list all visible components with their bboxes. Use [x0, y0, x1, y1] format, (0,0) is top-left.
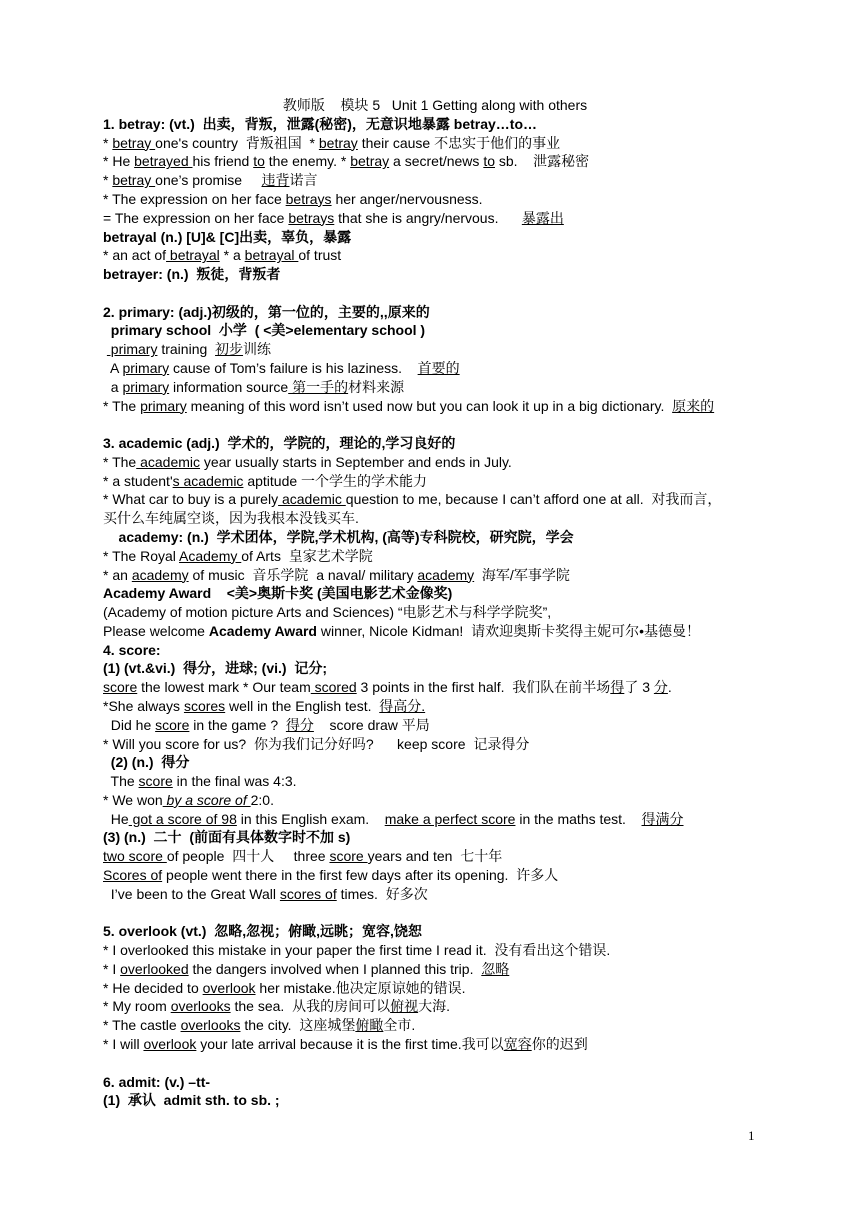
text-line [103, 528, 820, 546]
underlined-text: s academic [172, 472, 244, 489]
text-run: * I [103, 960, 121, 977]
text-run: = The expression on her face [103, 209, 289, 226]
underlined-text: 第一手的 [288, 378, 349, 395]
text-run: training [157, 341, 216, 358]
text-run: the city. 这座城堡 [240, 1017, 356, 1034]
bold-text: 1. betray: (vt.) 出卖，背叛，泄露(秘密)，无意识地暴露 betray…to… [103, 115, 538, 132]
text-run: her mistake.他决定原谅她的错误. [255, 979, 466, 996]
text-run: * Will you score for us? 你为我们记分好吗? keep score 记录得分 [103, 735, 530, 752]
text-run: 教师版 模块 5 Unit 1 Getting along with others [282, 97, 588, 113]
text-run: * The [103, 397, 141, 414]
text-run: people went there in the first few days after its opening. 许多人 [162, 867, 559, 883]
underlined-text: betray [112, 172, 156, 189]
text-run: * an act of [103, 247, 167, 264]
page-number: 1 [748, 1128, 755, 1143]
bold-text: 4. score: [103, 641, 161, 658]
underlined-text: score [138, 773, 173, 790]
text-run: that she is angry/nervous. [334, 209, 522, 226]
text-run: one's country 背叛祖国 * [155, 134, 319, 151]
underlined-text: betray [350, 153, 390, 170]
text-run: (Academy of motion picture Arts and Sciences) “电影艺术与科学学院奖”, [103, 604, 552, 621]
text-line [103, 716, 820, 734]
underlined-text: two score [103, 848, 167, 865]
text-run: 了 3 [624, 679, 654, 696]
underlined-text: overlook [143, 1036, 197, 1052]
underlined-text: 初步 [215, 341, 244, 358]
underlined-text: primary [122, 378, 170, 395]
text-run: 买什么车纯属空谈，因为我根本没钱买车. [103, 510, 359, 527]
text-run: * a [219, 247, 245, 264]
text-run: 3 points in the first half. 我们队在前半场 [356, 679, 611, 696]
text-run: winner, Nicole Kidman! 请欢迎奥斯卡奖得主妮可尔•基德曼！ [317, 622, 700, 639]
underlined-text: score [103, 679, 138, 696]
text-run: the dangers involved when I planned this trip. [188, 960, 482, 977]
underlined-text: Academy [179, 547, 242, 564]
underlined-text: academy [417, 566, 475, 583]
text-run: A [103, 359, 123, 376]
bold-text: Academy Award [208, 622, 317, 639]
underlined-text: primary [122, 359, 170, 376]
bold-text: 5. overlook (vt.) 忽略,忽视；俯瞰,远眺；宽容,饶恕 [103, 923, 422, 940]
text-line [103, 509, 820, 527]
underlined-text: overlooks [180, 1017, 241, 1034]
text-line [103, 603, 820, 621]
underlined-text: 分 [653, 679, 668, 696]
underlined-text: score [329, 848, 368, 865]
text-run: of music 音乐学院 a naval/ military [188, 566, 418, 583]
underlined-text: to [253, 153, 265, 170]
text-run: aptitude 一个学生的学术能力 [243, 472, 428, 489]
underlined-text: 得分 [285, 716, 314, 733]
text-line [103, 490, 820, 508]
text-line [103, 547, 820, 565]
underlined-text: betrays [288, 209, 335, 226]
text-line [103, 152, 820, 170]
bold-text: (3) (n.) 二十 (前面有具体数字时不加 s) [103, 829, 351, 846]
text-run: a secret/news [389, 153, 484, 170]
text-line [103, 397, 820, 415]
text-run: * He [103, 153, 135, 170]
text-run: in the game ? [189, 716, 286, 733]
text-run: 你的迟到 [531, 1036, 588, 1052]
text-line [103, 641, 820, 659]
text-run: in the maths test. [515, 810, 642, 827]
text-run: years and ten 七十年 [367, 848, 503, 865]
text-run: the lowest mark * Our team [137, 679, 311, 696]
text-line [103, 791, 820, 809]
underlined-text: got a score of 98 [128, 810, 237, 827]
text-run: Please welcome [103, 622, 209, 639]
text-run: *She always [103, 698, 184, 714]
text-line [103, 941, 820, 959]
text-line [103, 584, 820, 602]
text-line [103, 979, 820, 997]
bold-text: primary school 小学 ( <美>elementary school ) [103, 322, 426, 339]
text-run: his friend [192, 153, 254, 170]
text-run: I’ve been to the Great Wall [103, 885, 280, 902]
text-line [103, 246, 820, 264]
text-line [103, 885, 820, 903]
underlined-text: 得满分 [641, 810, 684, 827]
underlined-text: scores [183, 698, 226, 714]
text-run: score draw 平局 [313, 716, 430, 733]
bold-text: 3. academic (adj.) 学术的，学院的，理论的,学习良好的 [103, 435, 456, 451]
text-run: Did he [103, 716, 156, 733]
underlined-text: scored [310, 679, 357, 696]
bold-text: 6. admit: (v.) –tt- [103, 1073, 211, 1090]
underlined-text: make a perfect score [384, 810, 516, 827]
text-line [103, 303, 820, 321]
bold-text: academy: (n.) 学术团体，学院,学术机构, (高等)专科院校，研究院，学会 [103, 528, 574, 545]
text-run: a [103, 378, 123, 395]
underlined-text: overlooks [170, 998, 231, 1015]
text-run: meaning of this word isn’t used now but you can look it up in a big dictionary. [186, 397, 673, 414]
text-run: the sea. 从我的房间可以 [230, 998, 391, 1015]
underlined-text: 得高分. [379, 698, 426, 714]
underlined-text: Scores of [103, 867, 163, 883]
text-run: * The [103, 453, 137, 470]
text-run: in the final was 4:3. [172, 773, 297, 790]
text-line [103, 453, 820, 471]
text-run: one’s promise [155, 172, 262, 189]
text-run: 大海. [418, 998, 450, 1015]
text-run: He [103, 810, 129, 827]
underlined-text: scores of [279, 885, 337, 902]
text-line [103, 115, 820, 133]
underlined-text: 俯视 [390, 998, 419, 1015]
bold-text: (1) (vt.&vi.) 得分，进球; (vi.) 记分; [103, 660, 327, 677]
text-run: * My room [103, 998, 171, 1015]
underlined-text: score [155, 716, 190, 733]
text-line [103, 828, 820, 846]
bold-text: betrayer: (n.) 叛徒，背叛者 [103, 266, 281, 282]
bold-text: (1) 承认 admit sth. to sb. ; [103, 1092, 280, 1109]
underlined-text: primary [106, 341, 158, 358]
text-run: 训练 [243, 341, 272, 358]
underlined-text: betrayal [166, 247, 220, 264]
text-run: well in the English test. [225, 698, 380, 714]
text-run: * I overlooked this mistake in your paper the first time I read it. 没有看出这个错误. [103, 942, 611, 959]
text-line [103, 566, 820, 584]
text-run: times. 好多次 [336, 885, 428, 902]
underlined-text: betray [112, 134, 156, 151]
text-run: * He decided to [103, 979, 203, 996]
text-run: * We won [103, 791, 163, 808]
bold-text: betrayal (n.) [U]& [C]出卖，辜负，暴露 [103, 228, 352, 245]
underlined-text: betray [318, 134, 358, 151]
text-run: of trust [298, 247, 342, 264]
text-line [103, 659, 820, 677]
text-run: The [103, 773, 139, 790]
underlined-text: betrays [285, 190, 332, 207]
underlined-text: academic [278, 491, 346, 508]
underlined-text: to [483, 153, 495, 170]
bold-text: (2) (n.) 得分 [103, 754, 190, 771]
text-run: sb. 泄露秘密 [495, 153, 590, 170]
text-line [103, 228, 820, 246]
text-line [103, 753, 820, 771]
text-run: * The castle [103, 1017, 181, 1034]
text-line [103, 678, 820, 696]
text-run: cause of Tom’s failure is his laziness. [169, 359, 418, 376]
text-run: your late arrival because it is the first time.我可以 [196, 1036, 504, 1052]
underlined-text: betrayal [244, 247, 299, 264]
text-line [103, 1091, 820, 1109]
text-line [103, 735, 820, 753]
text-run: year usually starts in September and ends in July. [200, 453, 512, 470]
underlined-text: 违背 [261, 172, 290, 189]
underlined-text: academic [136, 453, 201, 470]
underlined-text: by a score of [162, 791, 251, 808]
document-title [0, 96, 860, 114]
text-line [103, 190, 820, 208]
underlined-text: betrayed [134, 153, 193, 170]
text-run: her anger/nervousness. [331, 190, 483, 207]
text-run: 海军/军事学院 [474, 566, 570, 583]
underlined-text: 忽略 [481, 960, 510, 977]
text-line [103, 472, 820, 490]
text-line [103, 697, 820, 715]
text-run: in this English exam. [236, 810, 385, 827]
text-run: * What car to buy is a purely [103, 491, 279, 508]
text-line [103, 810, 820, 828]
text-run: 诺言 [289, 172, 318, 189]
text-line [103, 340, 820, 358]
text-line [103, 997, 820, 1015]
underlined-text: overlook [202, 979, 256, 996]
underlined-text: 宽容 [503, 1036, 532, 1052]
text-line [103, 434, 820, 452]
underlined-text: overlooked [120, 960, 189, 977]
text-line [103, 1073, 820, 1091]
text-run: * [103, 134, 113, 151]
text-run: their cause 不忠实于他们的事业 [357, 134, 561, 151]
underlined-text: 原来的 [672, 397, 715, 414]
text-run: * [103, 172, 113, 189]
text-line [103, 960, 820, 978]
text-run: * a student' [103, 472, 173, 489]
text-run: * The Royal [103, 547, 180, 564]
underlined-text: academy [131, 566, 189, 583]
underlined-text: 俯瞰 [355, 1017, 384, 1034]
text-line [103, 209, 820, 227]
text-line [103, 378, 820, 396]
text-line [103, 321, 820, 339]
text-run: * I will [103, 1036, 144, 1052]
text-run: * The expression on her face [103, 190, 286, 207]
underlined-text: 得 [610, 679, 625, 696]
text-run: of people 四十人 three [166, 848, 330, 865]
underlined-text: primary [140, 397, 187, 414]
text-run: . [667, 679, 672, 696]
bold-text: 2. primary: (adj.)初级的，第一位的，主要的,,原来的 [103, 303, 430, 320]
text-line [103, 1035, 820, 1053]
text-run: the enemy. * [264, 153, 351, 170]
text-run: 2:0. [250, 791, 274, 808]
text-line [103, 171, 820, 189]
bold-text: Academy Award <美>奥斯卡奖 (美国电影艺术金像奖) [103, 585, 453, 602]
text-line [103, 772, 820, 790]
text-line [103, 866, 820, 884]
text-run: 材料来源 [348, 378, 405, 395]
text-line [103, 1016, 820, 1034]
text-run: * an [103, 566, 132, 583]
underlined-text: 暴露出 [521, 209, 564, 226]
text-line [103, 922, 820, 940]
text-line [103, 359, 820, 377]
underlined-text: 首要的 [417, 359, 460, 376]
text-run: information source [169, 378, 289, 395]
text-run: question to me, because I can’t afford one at all. 对我而言， [345, 491, 722, 508]
text-line [103, 134, 820, 152]
text-run: of Arts 皇家艺术学院 [241, 547, 373, 564]
text-line [103, 265, 820, 283]
text-line [103, 847, 820, 865]
text-run: 全市. [383, 1017, 416, 1034]
text-line [103, 622, 820, 640]
